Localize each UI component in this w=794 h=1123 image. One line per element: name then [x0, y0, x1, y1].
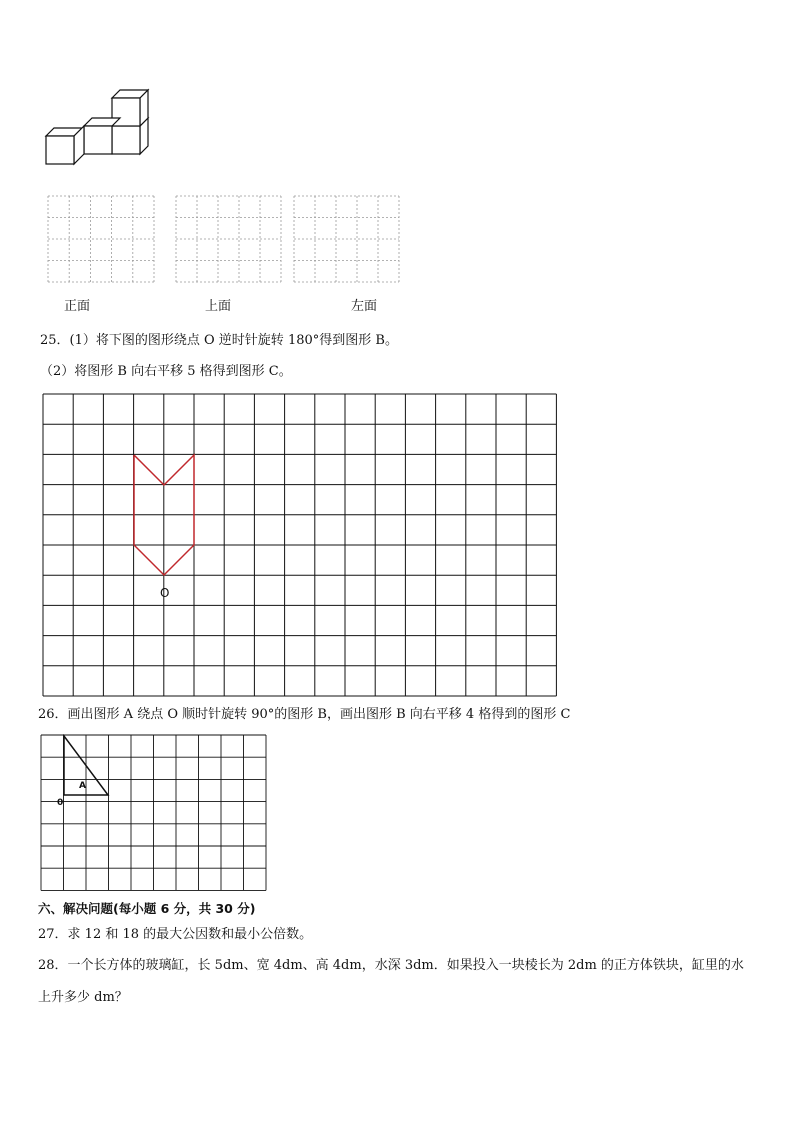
q26-point-o: 0 [57, 798, 64, 808]
q26-text: 26．画出图形 A 绕点 O 顺时针旋转 90°的图形 B，画出图形 B 向右平移 4 格得到的图形 C [38, 707, 571, 722]
q25-point-o: O [160, 586, 170, 600]
q25-line1: 25．(1）将下图的图形绕点 O 逆时针旋转 180°得到图形 B。 [40, 333, 398, 348]
q25-grid [42, 393, 562, 699]
q26-grid [40, 734, 270, 892]
q25-line2: （2）将图形 B 向右平移 5 格得到图形 C。 [40, 364, 292, 379]
q28-line2: 上升多少 dm？ [38, 990, 128, 1005]
label-top-view: 上面 [205, 299, 232, 314]
cube-stack-figure [40, 88, 155, 168]
section6-heading: 六、解决问题(每小题 6 分，共 30 分) [38, 901, 256, 916]
q28-line1: 28．一个长方体的玻璃缸，长 5dm、宽 4dm、高 4dm，水深 3dm．如果投入一块棱长为 2dm 的正方体铁块，缸里的水 [38, 958, 744, 973]
label-left-view: 左面 [351, 299, 378, 314]
view-grids [40, 190, 410, 290]
label-front-view: 正面 [64, 299, 91, 314]
q27-text: 27．求 12 和 18 的最大公因数和最小公倍数。 [38, 927, 313, 942]
q26-label-a: A [79, 781, 86, 791]
